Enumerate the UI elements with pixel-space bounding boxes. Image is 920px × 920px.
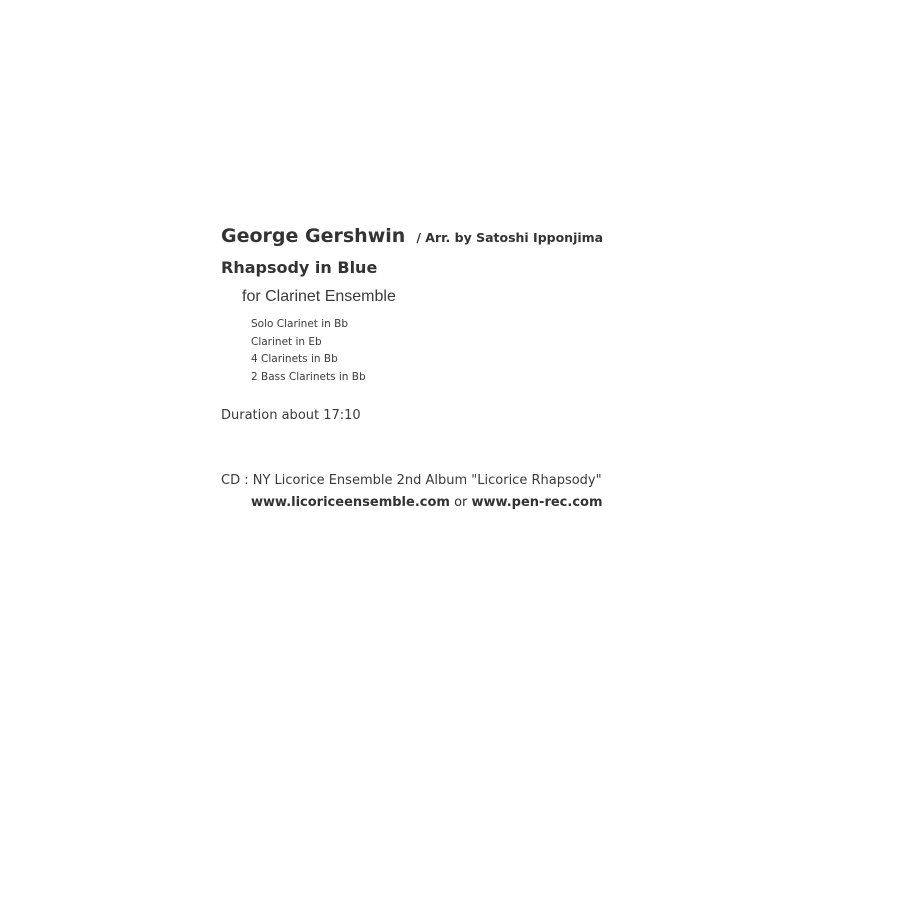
composer-name: George Gershwin: [221, 225, 406, 247]
duration-text: Duration about 17:10: [221, 408, 361, 423]
link-separator: or: [449, 495, 472, 510]
piece-title: Rhapsody in Blue: [221, 258, 378, 277]
composer-line: [221, 225, 603, 247]
licorice-ensemble-link[interactable]: www.licoriceensemble.com: [251, 495, 450, 510]
instrument-item: 4 Clarinets in Bb: [251, 353, 338, 365]
piece-subtitle: for Clarinet Ensemble: [242, 288, 396, 305]
cd-info: CD : NY Licorice Ensemble 2nd Album "Licorice Rhapsody": [221, 473, 602, 488]
pen-rec-link[interactable]: www.pen-rec.com: [471, 495, 603, 510]
recording-links: [251, 495, 603, 510]
arranger-credit: / Arr. by Satoshi Ipponjima: [416, 230, 604, 245]
instrument-item: Solo Clarinet in Bb: [251, 318, 349, 330]
instrumentation-list: [251, 316, 366, 386]
instrument-item: 2 Bass Clarinets in Bb: [251, 370, 366, 383]
instrument-item: Clarinet in Eb: [251, 335, 322, 348]
